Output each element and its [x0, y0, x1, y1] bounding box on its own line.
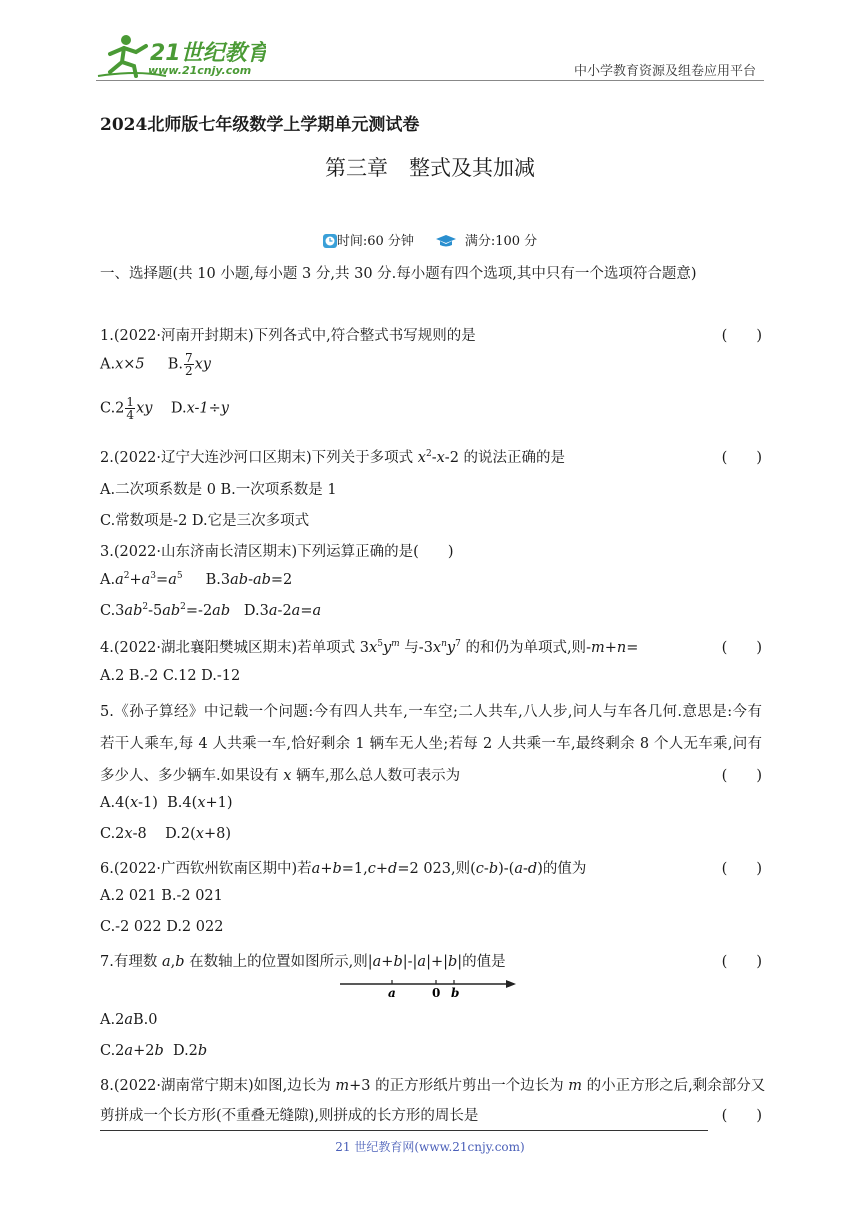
q4-options: A.2 B.-2 C.12 D.-12: [100, 668, 241, 684]
q7-options-ab: A.2aB.0: [100, 1012, 158, 1028]
q2-stem: 2.(2022·辽宁大连沙河口区期末)下列关于多项式 $x^2-x-2$ 的说法正确的是: [100, 449, 566, 466]
q8-answer-paren[interactable]: ( ): [721, 1108, 762, 1124]
site-logo[interactable]: [96, 32, 266, 80]
svg-text:21世纪教育: 21世纪教育: [150, 41, 266, 66]
header-platform-text: 中小学教育资源及组卷应用平台: [573, 64, 756, 79]
q8-line-2: 剪拼成一个长方形(不重叠无缝隙),则拼成的长方形的周长是: [100, 1108, 479, 1124]
q6-options-cd: C.-2 022 D.2 022: [100, 919, 224, 935]
q8-line-1: 8.(2022·湖南常宁期末)如图,边长为 m+3 的正方形纸片剪出一个边长为 m 的小正方形之后,剩余部分又: [100, 1078, 766, 1094]
header-divider: [96, 80, 764, 81]
exam-time: 时间:60 分钟: [336, 234, 414, 249]
q6-stem: 6.(2022·广西钦州钦南区期中)若a+b=1,c+d=2 023,则(c-b)-(a-d)的值为: [100, 861, 587, 877]
q3-stem: 3.(2022·山东济南长清区期末)下列运算正确的是( ): [100, 544, 454, 560]
q1-options-ab: A.x×5 B. $\frac{7}{2}$ xy: [100, 351, 211, 378]
q7-options-cd: C.2a+2b D.2b: [100, 1043, 208, 1059]
q3-options-ab: $A.a^2+a^3=a^5$ B.3ab-ab=2: [100, 571, 293, 588]
q7-answer-paren[interactable]: ( ): [721, 954, 762, 970]
q5-answer-paren[interactable]: ( ): [721, 768, 762, 784]
q3-options-cd: $C.3ab^2-5ab^2=-2ab$ D.3a-2a=a: [100, 602, 322, 619]
numline-label-0: 0: [432, 986, 441, 1000]
q6-answer-paren[interactable]: ( ): [721, 861, 762, 877]
q1-stem: 1.(2022·河南开封期末)下列各式中,符合整式书写规则的是: [100, 328, 476, 344]
footer-divider: [100, 1130, 708, 1131]
exam-score: 满分:100 分: [464, 234, 538, 249]
svg-text:www.21cnjy.com: www.21cnjy.com: [148, 64, 252, 77]
subject-title: 2024北师版七年级数学上学期单元测试卷: [100, 115, 420, 135]
numline-label-b: b: [451, 986, 460, 1000]
q2-options-ab: A.二次项系数是 0 B.一次项系数是 1: [100, 482, 337, 498]
clock-icon: [323, 234, 337, 252]
q6-options-ab: A.2 021 B.-2 021: [100, 888, 223, 904]
q5-options-cd: C.2x-8 D.2(x+8): [100, 826, 232, 842]
q2-options-cd: C.常数项是-2 D.它是三次多项式: [100, 513, 310, 529]
q4-answer-paren[interactable]: ( ): [721, 640, 762, 656]
exam-info: [0, 230, 860, 252]
q5-line-1: 5.《孙子算经》中记载一个问题:今有四人共车,一车空;二人共车,八人步,问人与车各几何.意思是:今有: [100, 704, 762, 720]
q2-answer-paren[interactable]: ( ): [721, 450, 762, 466]
q1-options-cd: C.2 $\frac{1}{4}$ xy D.x-1÷y: [100, 395, 229, 422]
chapter-title: 第三章 整式及其加减: [325, 156, 535, 180]
q5-options-ab: A.4(x-1) B.4(x+1): [100, 795, 233, 811]
q5-line-3: 多少人、多少辆车.如果设有 x 辆车,那么总人数可表示为: [100, 768, 461, 784]
graduation-cap-icon: [435, 234, 457, 252]
footer-link[interactable]: 21 世纪教育网(www.21cnjy.com): [335, 1140, 525, 1154]
numline-label-a: a: [388, 986, 396, 1000]
q1-answer-paren[interactable]: ( ): [721, 328, 762, 344]
q4-stem: 4.(2022·湖北襄阳樊城区期末)若单项式 $3x^5y^m$ 与$-3x^ny^7$ 的和仍为单项式,则-m+n=: [100, 639, 639, 656]
q7-stem: 7.有理数 a,b 在数轴上的位置如图所示,则|a+b|-|a|+|b|的值是: [100, 954, 506, 970]
number-line-figure: [336, 970, 522, 1000]
q5-line-2: 若干人乘车,每 4 人共乘一车,恰好剩余 1 辆车无人坐;若每 2 人共乘一车,最终剩余 8 个人无车乘,问有: [100, 736, 762, 752]
section-title: 一、选择题(共 10 小题,每小题 3 分,共 30 分.每小题有四个选项,其中只有一个选项符合题意): [100, 266, 697, 282]
